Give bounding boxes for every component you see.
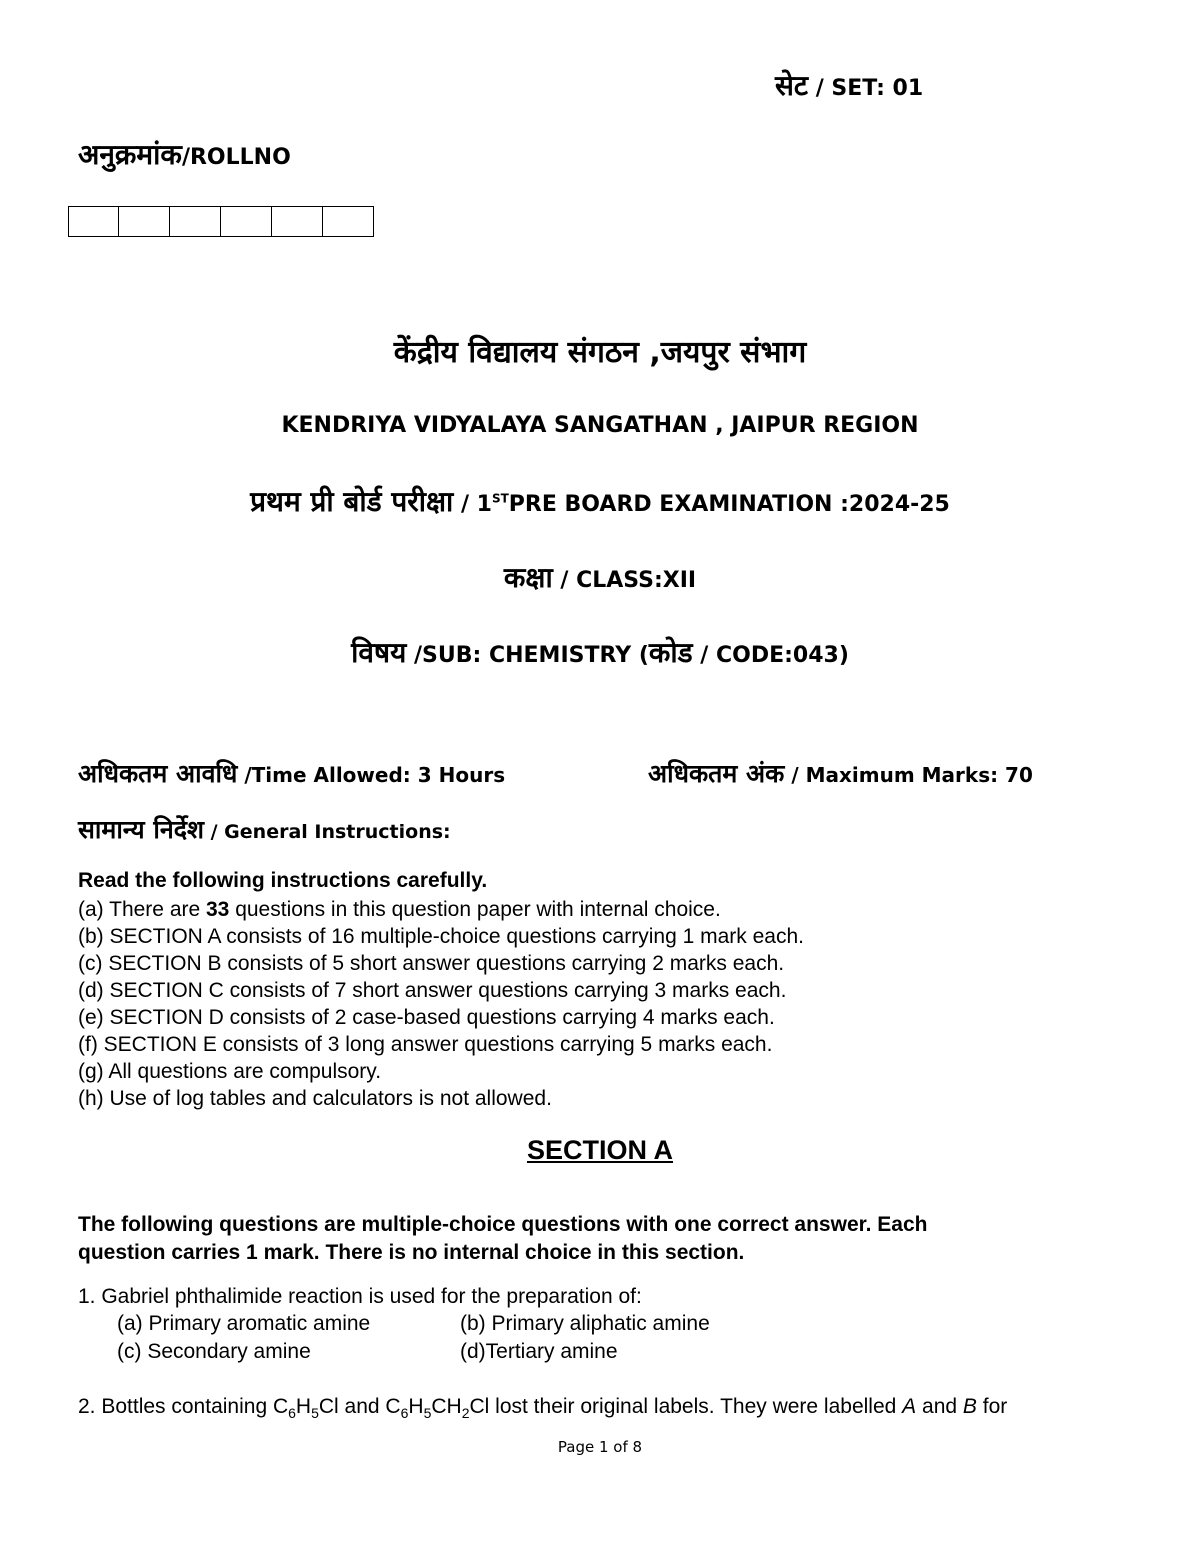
q1-option-b: (b) Primary aliphatic amine (460, 1312, 710, 1335)
section-a-note: The following questions are multiple-choice questions with one correct answer. Each question carries 1 mark. There is no internal choice in this section. (78, 1213, 928, 1264)
instruction-d: (d) SECTION C consists of 7 short answer questions carrying 3 marks each. (78, 979, 787, 1002)
maximum-marks: अधिकतम अंक / Maximum Marks: 70 (648, 759, 1033, 788)
q1-option-a: (a) Primary aromatic amine (117, 1312, 371, 1335)
exam-title: प्रथम प्री बोर्ड परीक्षा / 1STPRE BOARD EXAMINATION :2024-25 (250, 485, 950, 518)
roll-number-label: अनुक्रमांक/ROLLNO (78, 138, 291, 171)
instruction-b: (b) SECTION A consists of 16 multiple-choice questions carrying 1 mark each. (78, 925, 804, 948)
question-1: 1. Gabriel phthalimide reaction is used for the preparation of: (78, 1285, 642, 1308)
instruction-e: (e) SECTION D consists of 2 case-based questions carrying 4 marks each. (78, 1006, 775, 1029)
q1-option-c: (c) Secondary amine (117, 1340, 311, 1363)
organization-english: KENDRIYA VIDYALAYA SANGATHAN , JAIPUR REGION (281, 413, 919, 438)
roll-number-boxes (68, 206, 374, 237)
instruction-h: (h) Use of log tables and calculators is not allowed. (78, 1087, 552, 1110)
section-a-title: SECTION A (526, 1135, 673, 1165)
instructions-list (78, 896, 804, 1112)
time-allowed: अधिकतम आवधि /Time Allowed: 3 Hours (78, 759, 506, 788)
roll-box[interactable] (119, 206, 170, 237)
instruction-f: (f) SECTION E consists of 3 long answer questions carrying 5 marks each. (78, 1033, 773, 1056)
roll-box[interactable] (68, 206, 119, 237)
subject-line: विषय /SUB: CHEMISTRY (कोड / CODE:043) (351, 636, 849, 669)
class-line: कक्षा / CLASS:XII (503, 561, 697, 594)
page-number: Page 1 of 8 (557, 1438, 643, 1456)
instruction-g: (g) All questions are compulsory. (78, 1060, 382, 1083)
roll-box[interactable] (272, 206, 323, 237)
roll-box[interactable] (170, 206, 221, 237)
set-number: सेट / SET: 01 (775, 69, 924, 102)
instruction-a: (a) There are 33 questions in this question paper with internal choice. (78, 898, 721, 921)
roll-box[interactable] (323, 206, 374, 237)
instruction-c: (c) SECTION B consists of 5 short answer questions carrying 2 marks each. (78, 952, 785, 975)
instructions-heading: Read the following instructions carefully. (78, 869, 488, 892)
general-instructions-heading: सामान्य निर्देश / General Instructions: (78, 815, 451, 844)
organization-hindi: केंद्रीय विद्यालय संगठन ,जयपुर संभाग (393, 335, 807, 370)
roll-box[interactable] (221, 206, 272, 237)
question-2: 2. Bottles containing $C_6H_5Cl$ and $C_6H_5CH_2Cl$ lost their original labels. They were labelled A and B for (78, 1395, 1008, 1422)
q1-option-d: (d)Tertiary amine (460, 1340, 618, 1363)
